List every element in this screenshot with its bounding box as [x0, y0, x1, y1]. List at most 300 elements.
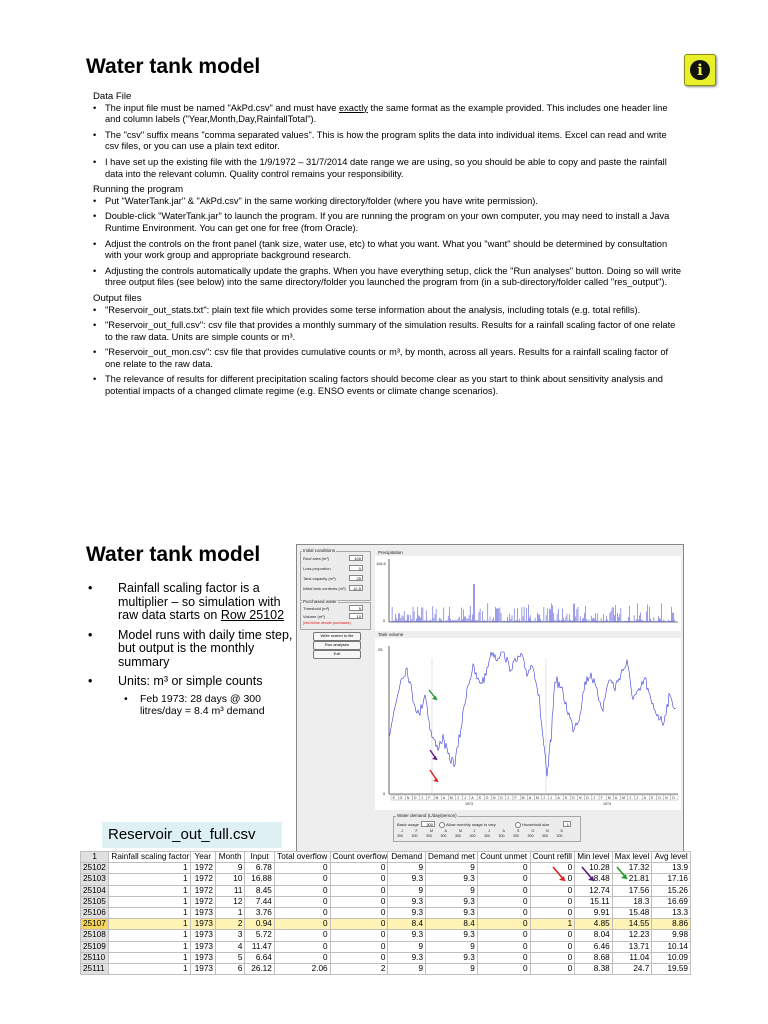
table-cell: 15.26 — [652, 885, 691, 896]
table-cell: 21.81 — [612, 874, 652, 885]
table-cell: 8.04 — [575, 930, 613, 941]
month-tick-label: M — [536, 796, 539, 800]
month-tick-label: J — [507, 796, 510, 800]
table-cell: 0 — [530, 874, 575, 885]
demand-month-value: 300 — [426, 834, 432, 838]
row-number: 25111 — [81, 963, 109, 974]
table-cell: 4 — [215, 941, 244, 952]
month-tick-label: M — [435, 796, 439, 800]
table-cell: 4.85 — [575, 919, 613, 930]
column-header: Avg level — [652, 852, 691, 863]
table-cell: 11.04 — [612, 952, 652, 963]
run-analyses-button[interactable]: Run analyses — [313, 641, 361, 650]
table-cell: 0 — [530, 963, 575, 974]
allow-vary-radio[interactable] — [439, 822, 445, 828]
table-cell: 2.06 — [274, 963, 330, 974]
table-cell: 9.98 — [652, 930, 691, 941]
bullet-item: • Double-click "WaterTank.jar" to launch the program. If you are running the program on your own computer, you may need to install a Java Runtime Environment. You can get one for free (from Oracle). — [93, 211, 683, 234]
write-screen-button[interactable]: Write screen to file — [313, 632, 361, 641]
table-corner: 1 — [81, 852, 109, 863]
table-cell: 1 — [109, 930, 190, 941]
field-label: Tank capacity (m³) — [303, 576, 336, 581]
month-tick-label: M — [622, 796, 625, 800]
month-tick-label: F — [600, 796, 603, 800]
section-list — [93, 196, 683, 289]
table-cell: 1 — [109, 907, 190, 918]
table-cell: 1 — [109, 941, 190, 952]
month-tick-label: J — [421, 796, 423, 800]
table-cell: 8.86 — [652, 919, 691, 930]
column-header: Year — [190, 852, 215, 863]
tank-y0-label: 0 — [383, 791, 386, 796]
table-cell: 8.68 — [575, 952, 613, 963]
table-cell: 1972 — [190, 885, 215, 896]
table-cell: 10.14 — [652, 941, 691, 952]
water-demand-title: Water demand (L/day/person) — [397, 813, 457, 818]
month-tick-label: M — [521, 796, 525, 800]
allow-vary-label: Allow monthly usage to vary — [446, 822, 496, 827]
bullet-item: • "Reservoir_out_stats.txt": plain text file which provides some terse information about the analysis, including totals (e.g. total refills). — [93, 305, 683, 317]
table-cell: 13.3 — [652, 907, 691, 918]
column-header: Count overflow — [330, 852, 388, 863]
row-number: 25107 — [81, 919, 109, 930]
table-cell: 12 — [215, 896, 244, 907]
table-cell: 0 — [530, 885, 575, 896]
demand-month-label: F — [415, 829, 418, 833]
month-tick-label: A — [442, 796, 445, 800]
bullet-item: • The relevance of results for different precipitation scaling factors should become clear as you start to think about sensitivity analysis and potential impacts of a changed climate regime (e.g. ENSO events or climate change scenarios). — [93, 374, 683, 397]
demand-month-label: M — [459, 829, 462, 833]
table-cell: 13.9 — [652, 863, 691, 874]
info-icon: i — [690, 60, 710, 80]
column-header: Demand met — [426, 852, 478, 863]
precip-title: Precipitation — [378, 550, 403, 555]
table-cell: 9.3 — [388, 952, 426, 963]
purchase-note: (red=inline denote purchases) — [303, 621, 351, 625]
arrow-green-icon — [617, 867, 627, 879]
table-cell: 6.46 — [575, 941, 613, 952]
table-cell: 0 — [274, 930, 330, 941]
table-cell: 0 — [477, 896, 530, 907]
arrow-purple-icon — [582, 867, 594, 881]
year-label-b: 1974 — [603, 802, 611, 806]
table-cell: 0 — [330, 941, 388, 952]
column-header: Min level — [575, 852, 613, 863]
month-tick-label: J — [636, 796, 639, 800]
table-cell: 0 — [477, 874, 530, 885]
month-tick-label: D — [586, 796, 589, 800]
table-cell: 19.59 — [652, 963, 691, 974]
demand-month-value: 300 — [469, 834, 476, 838]
table-cell: 0 — [274, 941, 330, 952]
field-input[interactable]: 12.5 — [349, 585, 363, 591]
row-number: 25110 — [81, 952, 109, 963]
month-tick-label: M — [607, 796, 611, 800]
household-input[interactable]: 1 — [563, 821, 571, 827]
column-header: Count unmet — [477, 852, 530, 863]
section-heading: Running the program — [93, 184, 184, 196]
table-cell: 0 — [330, 863, 388, 874]
table-cell: 0 — [274, 874, 330, 885]
field-input[interactable]: 0 — [349, 565, 363, 571]
table-cell: 0 — [330, 952, 388, 963]
month-tick-label: O — [485, 796, 489, 800]
month-tick-label: N — [406, 796, 410, 800]
bullet-item: • "Reservoir_out_mon.csv": csv file that provides cumulative counts or m³, by month, across all years. Results for a rainfall scaling factor of one relate to the raw data. — [93, 347, 683, 370]
arrow-red-icon — [430, 770, 438, 782]
table-cell: 0 — [530, 941, 575, 952]
table-row — [81, 907, 691, 918]
table-cell: 9 — [388, 885, 426, 896]
table-cell: 8.4 — [426, 919, 478, 930]
month-tick-label: S — [392, 796, 395, 800]
table-cell: 0 — [530, 952, 575, 963]
section-heading: Output files — [93, 292, 142, 304]
table-cell: 0 — [330, 874, 388, 885]
table-cell: 26.12 — [245, 963, 274, 974]
month-tick-label: D — [672, 796, 675, 800]
table-cell: 1 — [109, 963, 190, 974]
household-radio[interactable] — [515, 822, 521, 828]
table-cell: 9 — [426, 941, 478, 952]
bullet-timestep: • Model runs with daily time step, but output is the monthly summary — [88, 629, 293, 670]
purchased-water-title: Purchased water — [303, 599, 337, 604]
arrow-red-icon — [553, 867, 565, 881]
table-cell: 0 — [530, 896, 575, 907]
month-tick-label: N — [492, 796, 496, 800]
row-number: 25102 — [81, 863, 109, 874]
table-cell: 0 — [330, 907, 388, 918]
table-row — [81, 896, 691, 907]
table-cell: 0 — [530, 930, 575, 941]
bullet-item: • I have set up the existing file with the 1/9/1972 – 31/7/2014 date range we are using, so you should be able to copy and paste the rainfall data into the relevant column. Quality control remains your responsibility. — [93, 157, 683, 180]
table-cell: 2 — [330, 963, 388, 974]
section-list — [93, 305, 683, 398]
table-cell: 0 — [274, 952, 330, 963]
slide-2-title: Water tank model — [86, 543, 261, 566]
table-cell: 0 — [477, 930, 530, 941]
table-cell: 8.48 — [575, 874, 613, 885]
table-cell: 17.32 — [612, 863, 652, 874]
table-cell: 3 — [215, 930, 244, 941]
table-row — [81, 952, 691, 963]
field-input[interactable]: 5 — [349, 605, 363, 611]
table-cell: 9.3 — [426, 952, 478, 963]
column-header: Rainfall scaling factor — [109, 852, 190, 863]
table-cell: 1973 — [190, 930, 215, 941]
table-row — [81, 919, 691, 930]
demand-month-value: 300 — [397, 834, 403, 838]
instructions-text — [93, 88, 683, 402]
precip-y0-label: 0 — [383, 618, 386, 623]
table-cell: 24.7 — [612, 963, 652, 974]
table-cell: 13.71 — [612, 941, 652, 952]
table-cell: 0 — [477, 885, 530, 896]
demand-month-label: J — [488, 829, 490, 833]
row-number: 25106 — [81, 907, 109, 918]
info-button[interactable] — [684, 54, 716, 86]
table-cell: 0 — [530, 907, 575, 918]
table-cell: 0 — [274, 919, 330, 930]
bullet-item: • Adjusting the controls automatically update the graphs. When you have everything setup, click the "Run analyses" button. Doing so will write three output files (see below) into the same directory/folder you launched the program from (in a sub-directory/folder called "res_output"). — [93, 266, 683, 289]
field-label: Volume (m³) — [303, 614, 325, 619]
demand-month-value: 300 — [411, 834, 418, 838]
table-cell: 1 — [215, 907, 244, 918]
table-cell: 6.64 — [245, 952, 274, 963]
table-cell: 10.09 — [652, 952, 691, 963]
bullet-scaling: • Rainfall scaling factor is a multiplier – so simulation with raw data starts on Row 25102 — [88, 582, 293, 623]
demand-month-value: 300 — [440, 834, 447, 838]
demand-month-value: 300 — [498, 834, 505, 838]
table-cell: 6 — [215, 963, 244, 974]
field-input[interactable]: 25 — [349, 575, 363, 581]
table-cell: 0.94 — [245, 919, 274, 930]
table-cell: 1973 — [190, 941, 215, 952]
month-tick-label: A — [471, 796, 474, 800]
demand-month-value: 300 — [527, 834, 534, 838]
table-cell: 16.88 — [245, 874, 274, 885]
slide-2 — [0, 500, 768, 1024]
table-cell: 18.3 — [612, 896, 652, 907]
table-cell: 0 — [274, 863, 330, 874]
sub-bullet-feb: • Feb 1973: 28 days @ 300 litres/day = 8.4 m³ demand — [120, 693, 293, 717]
field-label: Loss proportion — [303, 566, 331, 571]
table-cell: 9.3 — [388, 907, 426, 918]
table-cell: 15.11 — [575, 896, 613, 907]
row-number: 25104 — [81, 885, 109, 896]
table-row — [81, 930, 691, 941]
table-cell: 1 — [109, 896, 190, 907]
month-tick-label: M — [449, 796, 453, 800]
table-cell: 5 — [215, 952, 244, 963]
month-tick-label: A — [557, 796, 560, 800]
tank-ymax-label: 25 — [378, 647, 383, 652]
table-cell: 9 — [426, 885, 478, 896]
table-cell: 9.3 — [426, 874, 478, 885]
month-tick-label: O — [399, 796, 403, 800]
month-tick-label: N — [579, 796, 582, 800]
precipitation-chart — [375, 556, 681, 631]
row-number: 25109 — [81, 941, 109, 952]
table-cell: 5.72 — [245, 930, 274, 941]
month-tick-label: S — [564, 796, 567, 800]
month-tick-label: J — [593, 796, 596, 800]
table-cell: 0 — [330, 919, 388, 930]
month-tick-label: F — [428, 796, 431, 800]
table-cell: 14.55 — [612, 919, 652, 930]
column-header: Count refill — [530, 852, 575, 863]
column-header: Max level — [612, 852, 652, 863]
month-tick-label: A — [614, 796, 618, 800]
arrow-green-icon — [429, 690, 437, 700]
table-cell: 9.3 — [426, 930, 478, 941]
table-cell: 9 — [426, 863, 478, 874]
table-cell: 7.44 — [245, 896, 274, 907]
household-label: Household size — [522, 822, 550, 827]
table-cell: 9.3 — [426, 907, 478, 918]
table-cell: 1 — [109, 885, 190, 896]
table-cell: 8.38 — [575, 963, 613, 974]
bullet-item: • The input file must be named "AkPd.csv" and must have exactly the same format as the example provided. This includes one header line and column labels ("Year,Month,Day,RainfallTotal"). — [93, 103, 683, 126]
month-tick-label: J — [543, 796, 545, 800]
demand-month-value: 300 — [513, 834, 519, 838]
table-cell: 0 — [530, 863, 575, 874]
month-tick-label: A — [643, 796, 646, 800]
month-tick-label: N — [665, 796, 668, 800]
section-heading: Data File — [93, 91, 132, 102]
table-cell: 17.56 — [612, 885, 652, 896]
table-cell: 1 — [530, 919, 575, 930]
slide-1-title: Water tank model — [86, 55, 261, 78]
slide-1 — [0, 0, 768, 500]
water-demand-panel — [393, 816, 581, 842]
initial-conditions-title: Initial conditions — [303, 548, 336, 553]
table-cell: 1973 — [190, 963, 215, 974]
month-tick-label: S — [650, 796, 654, 800]
table-cell: 11 — [215, 885, 244, 896]
month-tick-label: J — [464, 796, 466, 800]
table-cell: 1973 — [190, 952, 215, 963]
column-header: Demand — [388, 852, 426, 863]
table-cell: 0 — [330, 896, 388, 907]
row-number: 25108 — [81, 930, 109, 941]
bullet-item: • Put "WaterTank.jar" & "AkPd.csv" in the same working directory/folder (where you have write permission). — [93, 196, 683, 208]
bullet-item: • Adjust the controls on the front panel (tank size, water use, etc) to what you want. What you "want" should be determined by consultation with your work group and appropriate background research. — [93, 239, 683, 262]
row-link[interactable]: Row 25102 — [220, 608, 285, 622]
table-cell: 9 — [388, 863, 426, 874]
table-cell: 10 — [215, 874, 244, 885]
table-cell: 9.91 — [575, 907, 613, 918]
month-tick-label: O — [571, 796, 575, 800]
month-tick-label: J — [550, 796, 553, 800]
demand-month-label: O — [531, 829, 535, 833]
table-cell: 1973 — [190, 907, 215, 918]
table-cell: 0 — [477, 941, 530, 952]
tank-volume-chart — [375, 638, 681, 810]
row-number: 25105 — [81, 896, 109, 907]
table-cell: 0 — [274, 885, 330, 896]
demand-month-value: 300 — [455, 834, 461, 838]
month-tick-label: D — [500, 796, 503, 800]
table-cell: 9 — [215, 863, 244, 874]
table-cell: 1972 — [190, 896, 215, 907]
table-cell: 1 — [109, 919, 190, 930]
table-cell: 1 — [109, 952, 190, 963]
row-number: 25103 — [81, 874, 109, 885]
table-cell: 0 — [330, 885, 388, 896]
table-cell: 9.3 — [388, 874, 426, 885]
month-tick-label: D — [414, 796, 417, 800]
demand-month-value: 300 — [556, 834, 563, 838]
table-row — [81, 963, 691, 974]
arrow-purple-icon — [430, 750, 437, 760]
table-cell: 15.48 — [612, 907, 652, 918]
table-cell: 9.3 — [388, 896, 426, 907]
month-tick-label: O — [657, 796, 661, 800]
bullet-units: • Units: m³ or simple counts • Feb 1973: 28 days @ 300 litres/day = 8.4 m³ demand — [88, 675, 293, 717]
month-tick-label: A — [528, 796, 532, 800]
table-cell: 1 — [109, 874, 190, 885]
table-row — [81, 941, 691, 952]
table-cell: 2 — [215, 919, 244, 930]
table-cell: 12.23 — [612, 930, 652, 941]
csv-file-label: Reservoir_out_full.csv — [102, 822, 282, 848]
field-input[interactable]: 100 — [349, 555, 363, 561]
demand-month-label: M — [430, 829, 433, 833]
table-cell: 9 — [388, 941, 426, 952]
demand-month-value: 300 — [484, 834, 490, 838]
bullet-item: • "Reservoir_out_full.csv": csv file that provides a monthly summary of the simulation results. Results for a rainfall scaling factor of one relate to the raw data. Units are simple counts or m³. — [93, 320, 683, 343]
bullet-item: • The "csv" suffix means "comma separated values". This is how the program splits the data into individual items. Excel can read and write csv files, or you can use a plain text editor. — [93, 130, 683, 153]
table-cell: 12.74 — [575, 885, 613, 896]
table-cell: 1 — [109, 863, 190, 874]
demand-month-label: A — [444, 829, 447, 833]
demand-month-label: J — [401, 829, 403, 833]
table-cell: 9.3 — [426, 896, 478, 907]
table-cell: 9 — [388, 963, 426, 974]
demand-month-label: S — [517, 829, 520, 833]
field-label: Roof area (m²) — [303, 556, 330, 561]
month-tick-label: J — [457, 796, 459, 800]
month-tick-label: F — [514, 796, 517, 800]
table-cell: 17.16 — [652, 874, 691, 885]
precip-ymax-label: 116.6 — [376, 561, 386, 566]
demand-month-label: D — [560, 829, 564, 833]
table-cell: 10.28 — [575, 863, 613, 874]
table-cell: 9 — [426, 963, 478, 974]
column-header: Input — [245, 852, 274, 863]
table-cell: 0 — [330, 930, 388, 941]
tank-title: Tank volume — [378, 632, 404, 637]
table-cell: 9.3 — [388, 930, 426, 941]
month-tick-label: J — [629, 796, 631, 800]
year-label-a: 1973 — [465, 802, 473, 806]
table-cell: 0 — [274, 896, 330, 907]
table-cell: 0 — [477, 907, 530, 918]
table-cell: 0 — [477, 952, 530, 963]
slide-2-bullets — [88, 582, 293, 723]
field-label: Threshold (m³) — [303, 606, 330, 611]
table-cell: 8.4 — [388, 919, 426, 930]
month-tick-label: S — [478, 796, 481, 800]
table-cell: 6.78 — [245, 863, 274, 874]
table-cell: 0 — [477, 863, 530, 874]
demand-month-label: A — [502, 829, 505, 833]
table-cell: 0 — [274, 907, 330, 918]
column-header: Total overflow — [274, 852, 330, 863]
field-input[interactable]: 10 — [349, 613, 363, 619]
table-arrows — [545, 861, 665, 897]
table-cell: 16.69 — [652, 896, 691, 907]
table-cell: 0 — [477, 963, 530, 974]
watertank-app-window — [296, 544, 684, 858]
exit-button[interactable]: Exit — [313, 650, 361, 659]
table-cell: 3.76 — [245, 907, 274, 918]
table-cell: 11.47 — [245, 941, 274, 952]
field-label: Initial tank contents (m³) — [303, 586, 346, 591]
basic-usage-label: Basic usage — [397, 822, 419, 827]
table-cell: 1972 — [190, 863, 215, 874]
demand-month-value: 300 — [542, 834, 548, 838]
table-cell: 1973 — [190, 919, 215, 930]
table-cell: 1972 — [190, 874, 215, 885]
basic-usage-input[interactable]: 300 — [421, 821, 435, 827]
table-cell: 8.45 — [245, 885, 274, 896]
section-list — [93, 103, 683, 181]
column-header: Month — [215, 852, 244, 863]
demand-month-label: J — [473, 829, 476, 833]
table-cell: 0 — [477, 919, 530, 930]
